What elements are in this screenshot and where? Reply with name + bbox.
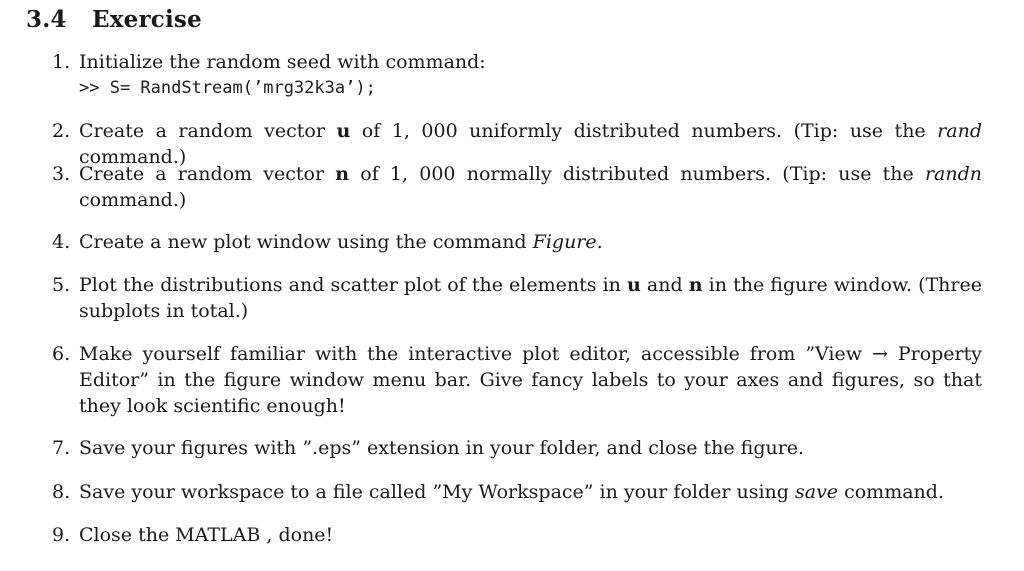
section-heading bbox=[26, 6, 202, 33]
item-text: command.) bbox=[79, 189, 187, 211]
item-text: in the figure window. (Three subplots in total.) bbox=[79, 274, 982, 322]
vector-u: u bbox=[336, 120, 351, 142]
list-item-3 bbox=[52, 161, 982, 213]
item-number: 4. bbox=[52, 231, 71, 253]
item-text: Make yourself familiar with the interactive plot editor, accessible from ”View → Property Editor” in the figure window menu bar. Give fancy labels to your axes and figures, so that they look scientific enough! bbox=[79, 343, 982, 417]
item-number: 2. bbox=[52, 120, 71, 142]
item-number: 9. bbox=[52, 524, 71, 546]
item-number: 6. bbox=[52, 343, 71, 365]
item-text: Create a new plot window using the command bbox=[79, 231, 533, 253]
list-item-1 bbox=[52, 49, 982, 101]
item-text: command. bbox=[838, 481, 944, 503]
section-title: Exercise bbox=[92, 6, 202, 33]
item-text: Create a random vector bbox=[79, 120, 337, 142]
item-number: 3. bbox=[52, 163, 71, 185]
randn-command: randn bbox=[924, 163, 982, 185]
vector-u: u bbox=[627, 274, 641, 296]
list-item-6 bbox=[52, 341, 982, 419]
item-text: Save your figures with ”.eps” extension in your folder, and close the figure. bbox=[79, 437, 805, 459]
item-number: 1. bbox=[52, 51, 71, 73]
figure-command: Figure bbox=[532, 231, 597, 253]
list-item-5 bbox=[52, 272, 982, 324]
item-text: of 1, 000 normally distributed numbers. (Tip: use the bbox=[349, 163, 925, 185]
list-item-7 bbox=[52, 435, 982, 461]
item-text: and bbox=[640, 274, 689, 296]
item-text: Close the MATLAB , done! bbox=[79, 524, 334, 546]
item-number: 8. bbox=[52, 481, 71, 503]
item-text: Initialize the random seed with command: bbox=[79, 51, 486, 73]
item-text: Plot the distributions and scatter plot of the elements in bbox=[79, 274, 627, 296]
list-item-9 bbox=[52, 522, 982, 548]
item-text: Create a random vector bbox=[79, 163, 336, 185]
item-text: . bbox=[596, 231, 603, 253]
vector-n: n bbox=[335, 163, 350, 185]
list-item-8 bbox=[52, 479, 982, 505]
item-text: of 1, 000 uniformly distributed numbers. (Tip: use the bbox=[350, 120, 938, 142]
list-item-4 bbox=[52, 229, 982, 255]
item-text: command.) bbox=[79, 146, 187, 168]
vector-n: n bbox=[688, 274, 703, 296]
rand-command: rand bbox=[937, 120, 982, 142]
save-command: save bbox=[795, 481, 839, 503]
section-number: 3.4 bbox=[26, 6, 67, 33]
item-number: 5. bbox=[52, 274, 71, 296]
code-command: >> S= RandStream(’mrg32k3a’); bbox=[79, 78, 376, 98]
item-text: Save your workspace to a file called ”My Workspace” in your folder using bbox=[79, 481, 795, 503]
item-number: 7. bbox=[52, 437, 71, 459]
